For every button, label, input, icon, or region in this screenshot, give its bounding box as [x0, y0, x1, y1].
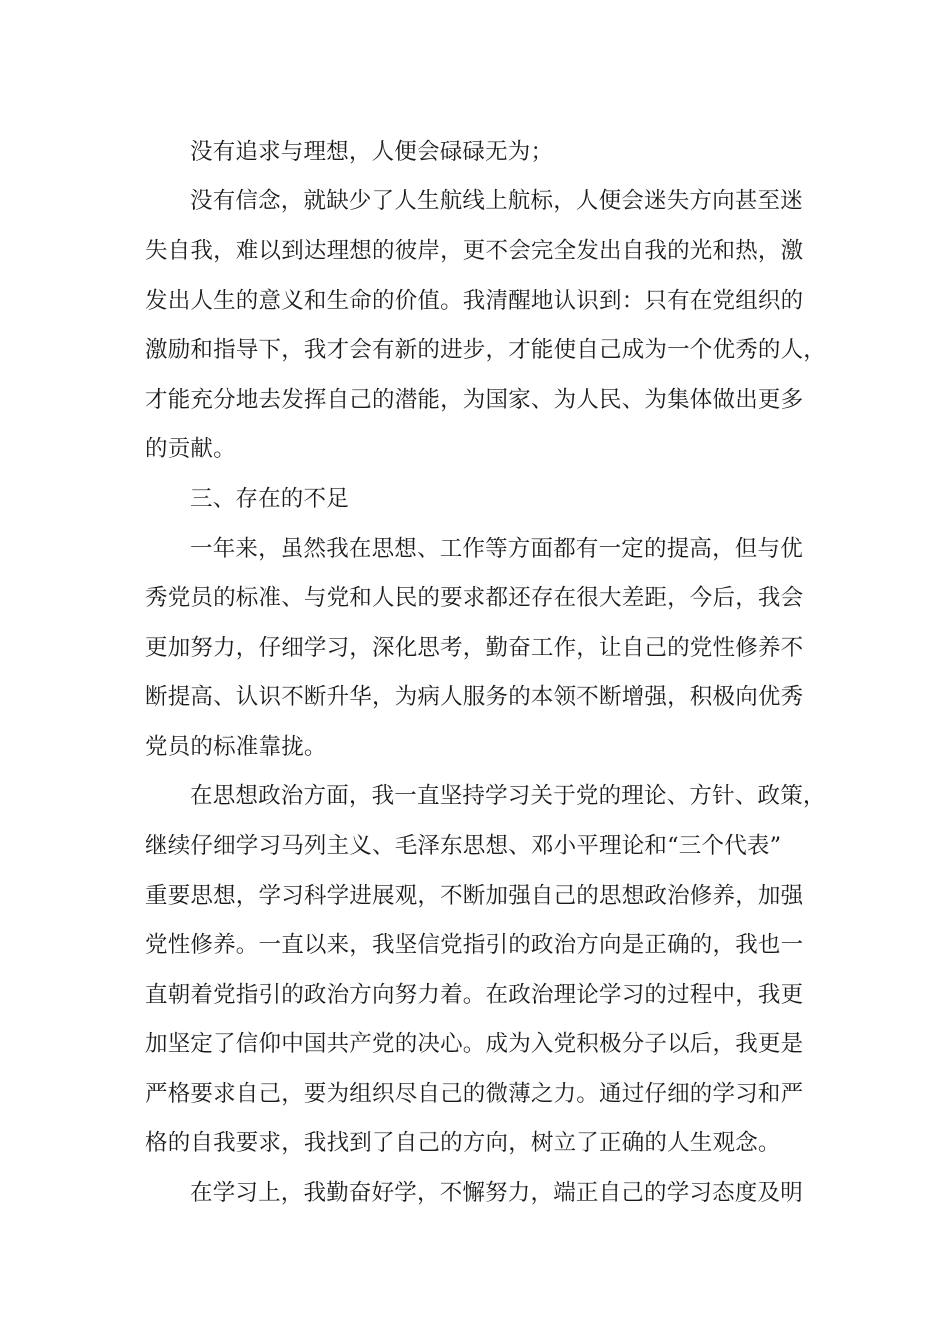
text-line: 没有追求与理想，人便会碌碌无为；: [190, 139, 554, 165]
text-line: 严格要求自己，要为组织尽自己的微薄之力。通过仔细的学习和严: [145, 1081, 804, 1107]
text-line: 在学习上，我勤奋好学，不懈努力，端正自己的学习态度及明: [190, 1180, 803, 1206]
text-line: 激励和指导下，我才会有新的进步，才能使自己成为一个优秀的人，: [145, 337, 827, 363]
text-line: 继续仔细学习马列主义、毛泽东思想、邓小平理论和“三个代表”: [145, 833, 782, 859]
text-line: 重要思想，学习科学进展观，不断加强自己的思想政治修养，加强: [145, 883, 804, 909]
text-line: 才能充分地去发挥自己的潜能，为国家、为人民、为集体做出更多: [145, 387, 804, 413]
text-line: 党性修养。一直以来，我坚信党指引的政治方向是正确的，我也一: [145, 932, 804, 958]
text-line: 更加努力，仔细学习，深化思考，勤奋工作，让自己的党性修养不: [145, 635, 804, 661]
text-line: 没有信念，就缺少了人生航线上航标，人便会迷失方向甚至迷: [190, 188, 803, 214]
text-line: 党员的标准靠拢。: [145, 734, 327, 760]
text-line: 加坚定了信仰中国共产党的决心。成为入党积极分子以后，我更是: [145, 1031, 804, 1057]
text-line: 断提高、认识不断升华，为病人服务的本领不断增强，积极向优秀: [145, 684, 804, 710]
text-line: 发出人生的意义和生命的价值。我清醒地认识到：只有在党组织的: [145, 288, 804, 314]
text-line: 一年来，虽然我在思想、工作等方面都有一定的提高，但与优: [190, 536, 803, 562]
text-line: 秀党员的标准、与党和人民的要求都还存在很大差距，今后，我会: [145, 585, 804, 611]
text-line: 的贡献。: [145, 436, 236, 462]
text-line: 失自我，难以到达理想的彼岸，更不会完全发出自我的光和热，激: [145, 238, 804, 264]
text-line: 格的自我要求，我找到了自己的方向，树立了正确的人生观念。: [145, 1130, 781, 1156]
text-line: 直朝着党指引的政治方向努力着。在政治理论学习的过程中，我更: [145, 982, 804, 1008]
text-line: 在思想政治方面，我一直坚持学习关于党的理论、方针、政策，: [190, 783, 826, 809]
section-heading: 三、存在的不足: [190, 486, 349, 512]
